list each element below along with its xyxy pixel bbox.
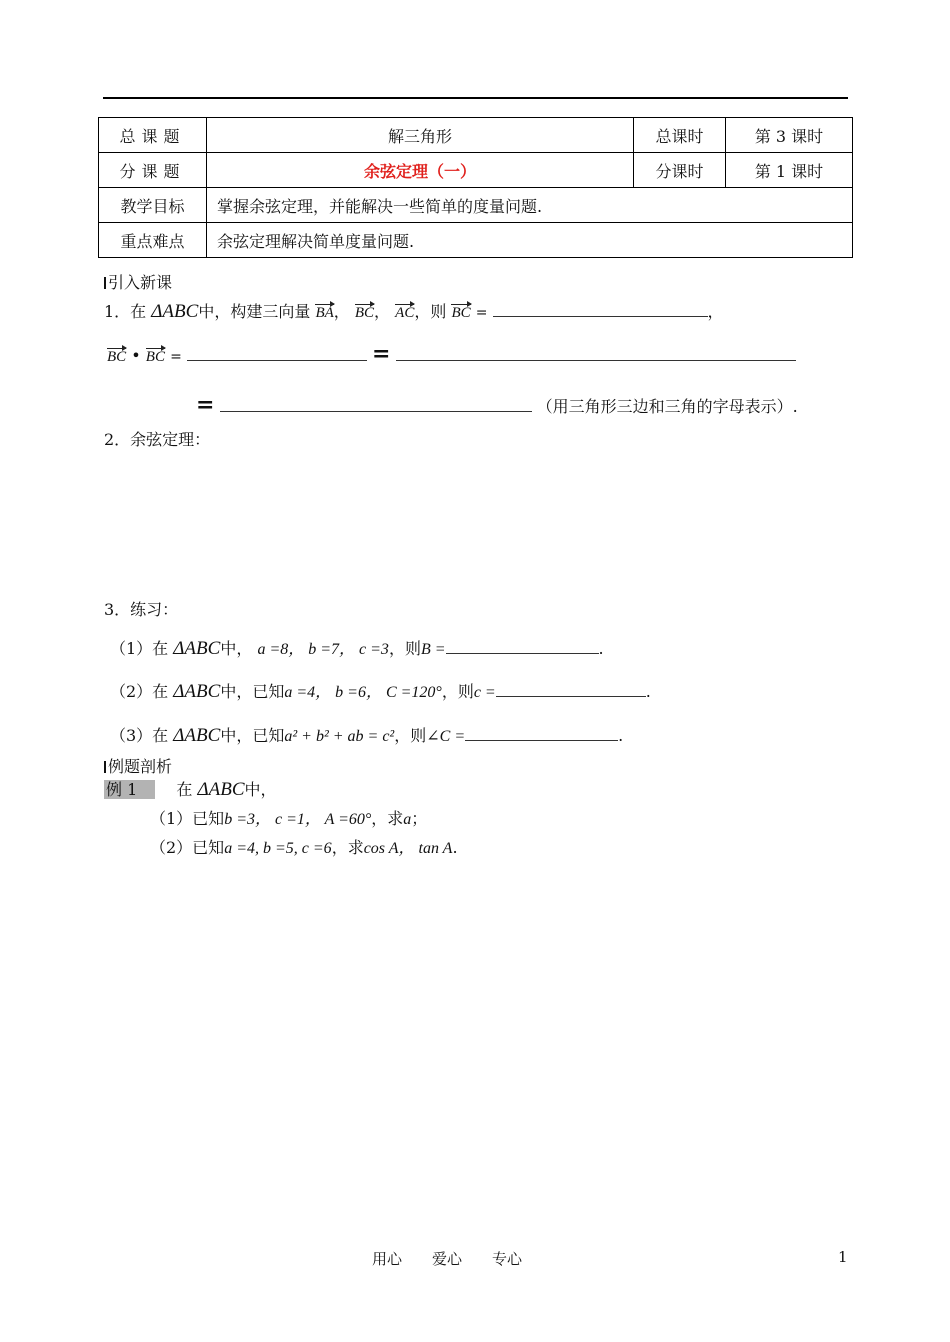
table-cell: 总课题: [99, 118, 207, 153]
heading-marker-icon: [104, 761, 106, 773]
table-cell: 解三角形: [207, 118, 634, 153]
question-1-expand: = （用三角形三边和三角的字母表示）.: [196, 392, 798, 418]
footer-motto: 用心 爱心 专心: [372, 1250, 523, 1268]
table-cell: 第 1 课时: [726, 153, 853, 188]
example-tag: 例 1: [104, 780, 155, 799]
lesson-info-table: [98, 117, 853, 258]
table-cell: 总课时: [634, 118, 726, 153]
example-1-intro: 例 1 在 ΔABC中，: [106, 779, 277, 800]
table-row: [99, 118, 853, 153]
exercise-1: （1）在 ΔABC中， a =8， b =7， c =3，则B = .: [110, 638, 604, 659]
answer-blank[interactable]: [187, 348, 367, 361]
answer-blank[interactable]: [396, 348, 796, 361]
table-cell: 掌握余弦定理，并能解决一些简单的度量问题.: [207, 188, 853, 223]
example-1-part-1: （1）已知b =3， c =1， A =60°，求a；: [150, 809, 428, 828]
answer-blank[interactable]: [496, 684, 646, 697]
example-1-part-2: （2）已知a =4, b =5, c =6，求cos A， tan A.: [150, 838, 458, 857]
question-1-line: 1．在 ΔABC中，构建三向量 BA， BC， AC，则 BC = ，: [104, 301, 724, 322]
table-cell: 教学目标: [99, 188, 207, 223]
table-cell: 余弦定理解决简单度量问题.: [207, 223, 853, 258]
exercise-2: （2）在 ΔABC中，已知a =4， b =6， C =120°，则c = .: [110, 681, 651, 702]
question-3: 3．练习：: [104, 600, 179, 619]
table-row: [99, 188, 853, 223]
question-2: 2．余弦定理：: [104, 430, 211, 449]
table-cell: 第 3 课时: [726, 118, 853, 153]
section-heading-examples: 例题剖析: [104, 754, 172, 777]
lesson-title: 余弦定理（一）: [207, 153, 634, 188]
page-number: 1: [838, 1248, 848, 1266]
table-cell: 重点难点: [99, 223, 207, 258]
answer-blank[interactable]: [465, 728, 618, 741]
table-row: [99, 153, 853, 188]
top-rule: [103, 97, 848, 99]
question-1-dot-product: BC • BC = =: [107, 341, 796, 367]
heading-marker-icon: [104, 277, 106, 289]
answer-blank[interactable]: [493, 304, 708, 317]
table-cell: 分课题: [99, 153, 207, 188]
table-cell: 分课时: [634, 153, 726, 188]
section-heading-intro: 引入新课: [104, 270, 172, 293]
exercise-3: （3）在 ΔABC中，已知a² + b² + ab = c²，则∠C = .: [110, 725, 624, 746]
answer-blank[interactable]: [446, 641, 599, 654]
table-row: [99, 223, 853, 258]
answer-blank[interactable]: [220, 399, 532, 412]
